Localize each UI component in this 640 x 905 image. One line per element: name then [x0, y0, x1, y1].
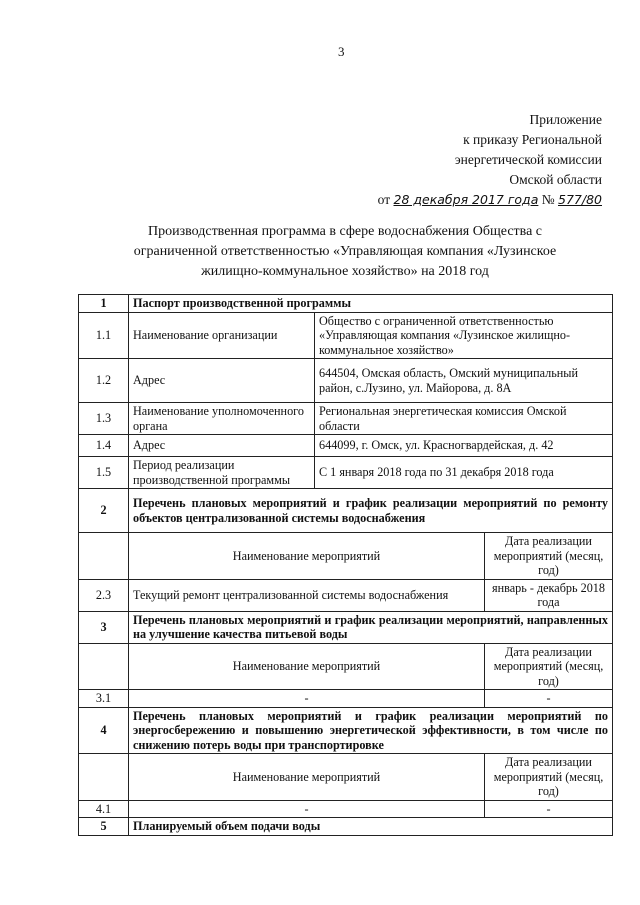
empty-cell	[79, 754, 129, 801]
row-number: 4.1	[79, 800, 129, 818]
row-number: 1.4	[79, 435, 129, 457]
appendix-line-region: Омской области	[509, 172, 602, 187]
order-number-label: №	[541, 192, 555, 207]
row-value: 644504, Омская область, Омский муниципальный район, с.Лузино, ул. Майорова, д. 8А	[315, 359, 613, 403]
appendix-title: Приложение	[529, 112, 602, 127]
section-heading: Планируемый объем подачи воды	[129, 818, 613, 836]
table-row	[79, 818, 613, 836]
empty-cell	[79, 643, 129, 690]
row-label: Период реализации производственной программы	[129, 457, 315, 489]
table-row	[79, 690, 613, 708]
section-heading: Перечень плановых мероприятий и график реализации мероприятий, направленных на улучшение качества питьевой воды	[129, 611, 613, 643]
row-number: 3.1	[79, 690, 129, 708]
activity-date: январь - декабрь 2018 года	[485, 579, 613, 611]
column-header-name: Наименование мероприятий	[129, 643, 485, 690]
empty-cell	[79, 533, 129, 580]
row-value: 644099, г. Омск, ул. Красногвардейская, д. 42	[315, 435, 613, 457]
activity-name: Текущий ремонт централизованной системы водоснабжения	[129, 579, 485, 611]
row-label: Наименование организации	[129, 312, 315, 359]
row-value: Региональная энергетическая комиссия Омской области	[315, 403, 613, 435]
order-line	[378, 190, 602, 210]
activity-date: -	[485, 690, 613, 708]
table-row	[79, 403, 613, 435]
order-date-handwritten: 28 декабря 2017 года	[393, 192, 539, 207]
row-label: Адрес	[129, 435, 315, 457]
order-number-handwritten: 577/80	[558, 192, 602, 207]
section-number: 1	[79, 295, 129, 313]
column-header-name: Наименование мероприятий	[129, 754, 485, 801]
section-heading: Паспорт производственной программы	[129, 295, 613, 313]
row-number: 1.1	[79, 312, 129, 359]
table-row	[79, 707, 613, 754]
table-row	[79, 754, 613, 801]
activity-name: -	[129, 800, 485, 818]
section-number: 4	[79, 707, 129, 754]
program-table	[78, 294, 613, 836]
column-header-date: Дата реализации мероприятий (месяц, год)	[485, 643, 613, 690]
row-label: Адрес	[129, 359, 315, 403]
section-number: 2	[79, 489, 129, 533]
row-value: Общество с ограниченной ответственностью «Управляющая компания «Лузинское жилищно-коммунальное хозяйство»	[315, 312, 613, 359]
table-row	[79, 533, 613, 580]
table-row	[79, 295, 613, 313]
column-header-date: Дата реализации мероприятий (месяц, год)	[485, 533, 613, 580]
section-number: 5	[79, 818, 129, 836]
table-row	[79, 489, 613, 533]
row-number: 1.5	[79, 457, 129, 489]
table-row	[79, 611, 613, 643]
table-row	[79, 643, 613, 690]
section-heading: Перечень плановых мероприятий и график реализации мероприятий по энергосбережению и повышению энергетической эффективности, в том числе по снижению потерь воды при транспортировке	[129, 707, 613, 754]
row-label: Наименование уполномоченного органа	[129, 403, 315, 435]
appendix-line-commission: энергетической комиссии	[454, 152, 602, 167]
table-row	[79, 800, 613, 818]
page-number: 3	[338, 44, 345, 59]
column-header-date: Дата реализации мероприятий (месяц, год)	[485, 754, 613, 801]
table-row	[79, 457, 613, 489]
document-title: Производственная программа в сфере водоснабжения Общества с ограниченной ответственностью «Управляющая компания «Лузинское жилищно-коммунальное хозяйство» на 2018 год	[133, 224, 557, 279]
appendix-line-order: к приказу Региональной	[463, 132, 602, 147]
order-prefix: от	[377, 192, 391, 207]
table-row	[79, 359, 613, 403]
section-number: 3	[79, 611, 129, 643]
row-number: 1.2	[79, 359, 129, 403]
section-heading: Перечень плановых мероприятий и график реализации мероприятий по ремонту объектов централизованной системы водоснабжения	[129, 489, 613, 533]
table-row	[79, 579, 613, 611]
column-header-name: Наименование мероприятий	[129, 533, 485, 580]
table-row	[79, 435, 613, 457]
appendix-header	[378, 110, 602, 210]
row-number: 2.3	[79, 579, 129, 611]
row-value: С 1 января 2018 года по 31 декабря 2018 года	[315, 457, 613, 489]
activity-name: -	[129, 690, 485, 708]
table-row	[79, 312, 613, 359]
activity-date: -	[485, 800, 613, 818]
row-number: 1.3	[79, 403, 129, 435]
